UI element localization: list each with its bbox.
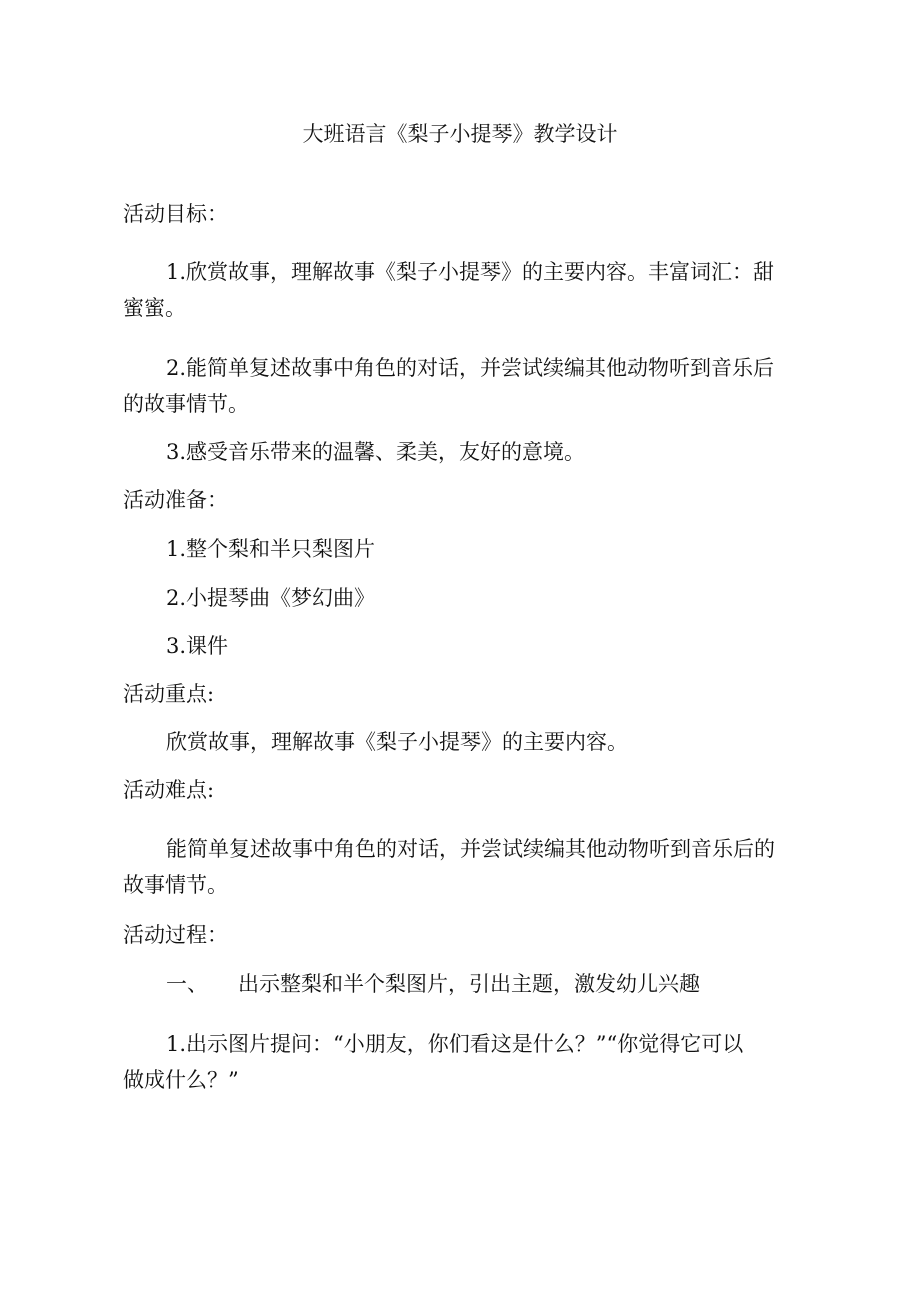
process-step-1-text: 出示整梨和半个梨图片，引出主题，激发幼儿兴趣 — [238, 972, 700, 996]
difficult-text-line-1: 能简单复述故事中角色的对话，并尝试续编其他动物听到音乐后的 — [166, 837, 775, 861]
goal-item-2-line-1: 2.能简单复述故事中角色的对话，并尝试续编其他动物听到音乐后 — [166, 356, 775, 380]
goal-item-2-line-2: 的故事情节。 — [123, 392, 249, 416]
process-item-1-line-2: 做成什么？” — [123, 1068, 239, 1092]
goal-item-3: 3.感受音乐带来的温馨、柔美，友好的意境。 — [166, 440, 586, 464]
goal-item-1-line-2: 蜜蜜。 — [123, 296, 186, 320]
prep-item-1: 1.整个梨和半只梨图片 — [166, 537, 376, 561]
page-title: 大班语言《梨子小提琴》教学设计 — [302, 122, 618, 146]
process-step-1-number: 一、 — [166, 972, 208, 996]
prep-item-2: 2.小提琴曲《梦幻曲》 — [166, 586, 376, 610]
section-heading-difficult: 活动难点: — [123, 778, 215, 802]
process-item-1-line-1: 1.出示图片提问：“小朋友，你们看这是什么？”“你觉得它可以 — [166, 1032, 744, 1056]
section-heading-key: 活动重点: — [123, 682, 215, 706]
section-heading-prep: 活动准备： — [123, 488, 228, 512]
key-text: 欣赏故事，理解故事《梨子小提琴》的主要内容。 — [166, 730, 628, 754]
process-step-1 — [166, 972, 700, 996]
section-heading-goals: 活动目标： — [123, 202, 228, 226]
prep-item-3: 3.课件 — [166, 634, 229, 658]
section-heading-process: 活动过程： — [123, 923, 228, 947]
goal-item-1-line-1: 1.欣赏故事，理解故事《梨子小提琴》的主要内容。丰富词汇：甜 — [166, 260, 775, 284]
difficult-text-line-2: 故事情节。 — [123, 873, 228, 897]
